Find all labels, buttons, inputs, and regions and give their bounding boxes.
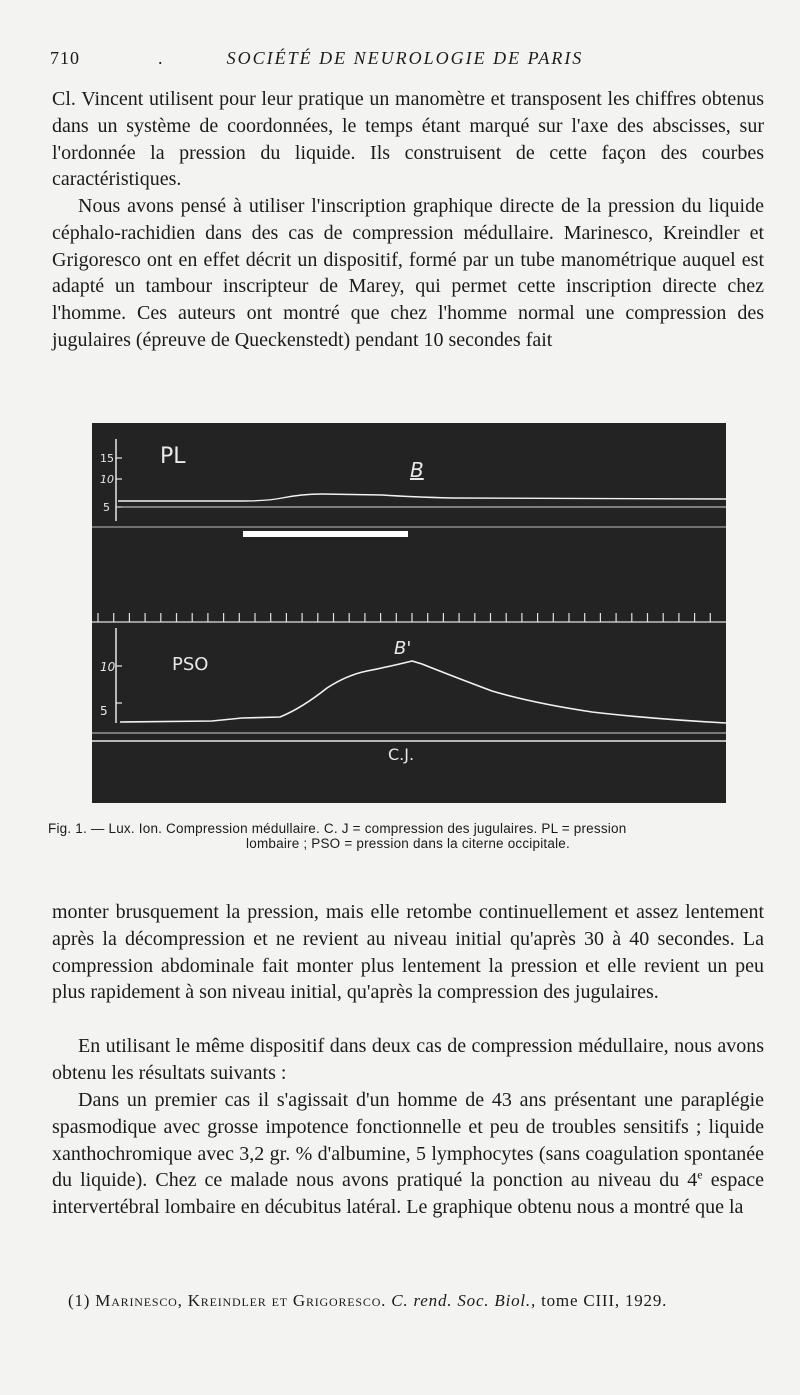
figure-caption <box>48 821 768 851</box>
upper-tick-label-10: 10 <box>100 473 114 486</box>
compression-marker-bar <box>243 531 408 537</box>
upper-peak-label: B <box>410 458 424 482</box>
paragraph-4: En utilisant le même dispositif dans deux cas de compression médullaire, nous avons obtenu les résultats suivants : <box>52 1035 764 1084</box>
figure-pressure-tracing <box>92 423 726 803</box>
paragraph-1: Cl. Vincent utilisent pour leur pratique un manomètre et transposent les chiffres obtenus dans un système de coordonnées, le temps étant marqué sur l'axe des abscisses, sur l'ordonnée la pression du liquide. Ils construisent de cette façon des courbes caractéristiques. <box>52 88 764 191</box>
upper-tick-label-15: 15 <box>100 452 114 465</box>
tracing-svg <box>92 423 726 803</box>
paragraph-2: Nous avons pensé à utiliser l'inscription graphique directe de la pression du liquide céphalo-rachidien dans des cas de compression médullaire. Marinesco, Kreindler et Grigoresco ont en effet décrit un dispositif, formé par un tube manométrique auquel est adapté un tambour inscripteur de Marey, qui permet cette inscription directe chez l'homme. Ces auteurs ont montré que chez l'homme normal une compression des jugulaires (épreuve de Queckenstedt) pendant 10 secondes fait <box>52 195 764 351</box>
lower-tick-label-10: 10 <box>100 660 116 674</box>
upper-pl-trace <box>118 494 726 501</box>
lower-tick-label-5: 5 <box>100 704 108 718</box>
upper-tick-label-5: 5 <box>103 501 110 514</box>
lower-trace-label: PSO <box>172 654 209 675</box>
paragraph-5-superscript: e <box>697 1167 703 1182</box>
upper-trace-label: PL <box>160 444 186 469</box>
lower-peak-label: B' <box>394 638 412 659</box>
paragraph-3: monter brusquement la pression, mais elle retombe continuellement et assez lentement après la décompression et ne revient au niveau initial qu'après 30 à 40 secondes. La compression abdominale fait monter plus lentement la pression et elle revient un peu plus rapidement à son niveau initial, qu'après la compression des jugulaires. <box>52 901 764 1004</box>
footnote-authors: Marinesco, Kreindler et Grigoresco. <box>95 1291 387 1310</box>
header-separator: . <box>158 48 164 68</box>
paragraph-5-part-2: espace intervertébral lombaire en décubitus latéral. Le graphique obtenu nous a montré que la <box>52 1169 764 1219</box>
bottom-label: C.J. <box>388 745 415 764</box>
paragraph-5-part-1: Dans un premier cas il s'agissait d'un homme de 43 ans présentant une paraplégie spasmodique avec grosse impotence fonctionnelle et peu de troubles sensitifs ; liquide xanthochromique avec 3,2 gr. % d'albumine, 5 lymphocytes (sans coagulation spontanée du liquide). Chez ce malade nous avons pratiqué la ponction au niveau du 4 <box>52 1089 764 1192</box>
paragraph-5 <box>52 1087 764 1221</box>
footnote-volume: tome CIII, 1929. <box>541 1291 668 1310</box>
footnote-marker: (1) <box>68 1291 91 1310</box>
running-title: SOCIÉTÉ DE NEUROLOGIE DE PARIS <box>226 48 584 68</box>
caption-line-2: lombaire ; PSO = pression dans la citerne occipitale. <box>246 836 570 851</box>
caption-line-1: Fig. 1. — Lux. Ion. Compression médullaire. C. J = compression des jugulaires. PL = pression <box>48 821 627 836</box>
running-header <box>50 44 760 74</box>
footnote <box>68 1291 768 1311</box>
time-scale-ticks <box>98 613 710 622</box>
footnote-journal: C. rend. Soc. Biol., <box>391 1291 537 1310</box>
page-number: 710 <box>50 48 80 68</box>
lower-pso-trace <box>120 661 726 723</box>
